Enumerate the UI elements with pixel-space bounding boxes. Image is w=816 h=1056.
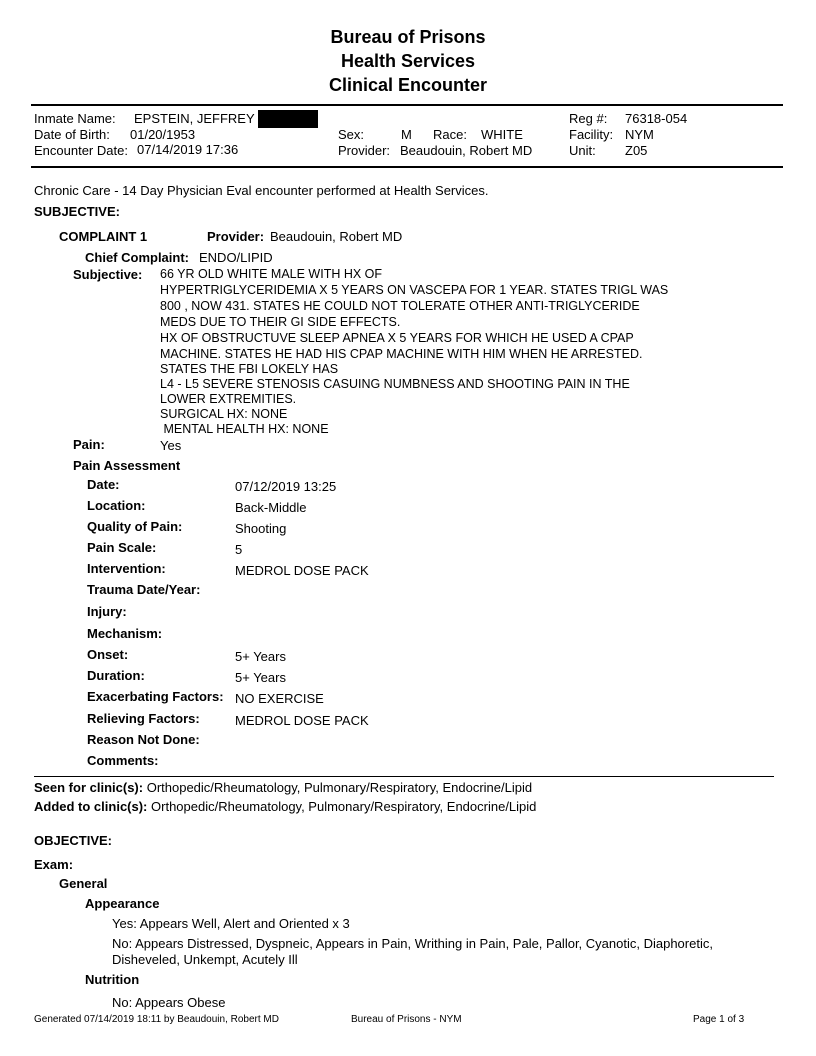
facility-value: NYM [625, 127, 654, 142]
pain-assessment-label: Exacerbating Factors: [87, 689, 224, 704]
seen-for-clinics [34, 780, 532, 795]
pain-assessment-label: Duration: [87, 668, 145, 683]
appearance-label: Appearance [85, 896, 160, 911]
unit-value: Z05 [625, 143, 648, 158]
subjective-line: STATES THE FBI LOKELY HAS [160, 362, 339, 376]
pain-assessment-label: Location: [87, 498, 146, 513]
complaint-label: COMPLAINT 1 [59, 229, 148, 244]
seen-for-clinics-label: Seen for clinic(s): [34, 780, 144, 795]
unit-label: Unit: [569, 143, 596, 158]
race-label: Race: [433, 127, 467, 142]
pain-assessment-value: 5+ Years [235, 670, 286, 685]
nutrition-no: No: Appears Obese [112, 995, 226, 1010]
pain-assessment-value: MEDROL DOSE PACK [235, 563, 369, 578]
facility-label: Facility: [569, 127, 614, 142]
complaint-provider: Beaudouin, Robert MD [270, 229, 403, 244]
pain-assessment-value: 07/12/2019 13:25 [235, 479, 337, 494]
added-to-clinics [34, 799, 536, 814]
subjective-heading: SUBJECTIVE: [34, 204, 120, 219]
pain-assessment-label: Quality of Pain: [87, 519, 183, 534]
appearance-no-line-2: Disheveled, Unkempt, Acutely Ill [112, 952, 298, 967]
dob-label: Date of Birth: [34, 127, 110, 142]
nutrition-label: Nutrition [85, 972, 140, 987]
subjective-line: SURGICAL HX: NONE [160, 407, 288, 421]
subjective-line: LOWER EXTREMITIES. [160, 392, 297, 406]
provider-value: Beaudouin, Robert MD [400, 143, 533, 158]
objective-heading: OBJECTIVE: [34, 833, 113, 848]
added-to-clinics-value: Orthopedic/Rheumatology, Pulmonary/Respiratory, Endocrine/Lipid [151, 799, 537, 814]
subjective-line: HYPERTRIGLYCERIDEMIA X 5 YEARS ON VASCEPA FOR 1 YEAR. STATES TRIGL WAS [160, 283, 669, 297]
subjective-line: HX OF OBSTRUCTUVE SLEEP APNEA X 5 YEARS FOR WHICH HE USED A CPAP [160, 331, 634, 345]
sex-label: Sex: [338, 127, 365, 142]
encounter-date-label: Encounter Date: [34, 143, 128, 158]
seen-for-clinics-value: Orthopedic/Rheumatology, Pulmonary/Respiratory, Endocrine/Lipid [146, 780, 533, 795]
pain-assessment-heading: Pain Assessment [73, 458, 181, 473]
added-to-clinics-label: Added to clinic(s): [34, 799, 148, 814]
pain-assessment-value: MEDROL DOSE PACK [235, 713, 369, 728]
encounter-date-value: 07/14/2019 17:36 [137, 142, 239, 157]
subjective-line: 66 YR OLD WHITE MALE WITH HX OF [160, 267, 383, 281]
provider-label: Provider: [338, 143, 391, 158]
pain-label: Pain: [73, 437, 105, 452]
footer-center: Bureau of Prisons - NYM [351, 1014, 462, 1025]
appearance-yes: Yes: Appears Well, Alert and Oriented x 3 [112, 916, 350, 931]
pain-assessment-label: Injury: [87, 604, 127, 619]
document-title-line-2: Health Services [340, 51, 476, 71]
reg-label: Reg #: [569, 111, 608, 126]
pain-assessment-value: NO EXERCISE [235, 691, 324, 706]
pain-assessment-label: Trauma Date/Year: [87, 582, 201, 597]
pain-assessment-value: Shooting [235, 521, 287, 536]
pain-assessment-label: Date: [87, 477, 120, 492]
pain-assessment-label: Comments: [87, 753, 159, 768]
pain-assessment-value: Back-Middle [235, 500, 307, 515]
complaint-provider-label: Provider: [207, 229, 265, 244]
dob-value: 01/20/1953 [130, 127, 196, 142]
inmate-name-label: Inmate Name: [34, 111, 116, 126]
header-top-rule [31, 104, 783, 106]
encounter-summary: Chronic Care - 14 Day Physician Eval encounter performed at Health Services. [34, 183, 489, 198]
reg-value: 76318-054 [625, 111, 688, 126]
chief-complaint-label: Chief Complaint: [85, 250, 189, 265]
subjective-line: MEDS DUE TO THEIR GI SIDE EFFECTS. [160, 315, 401, 329]
sex-value: M [401, 127, 412, 142]
pain-assessment-label: Pain Scale: [87, 540, 157, 555]
race-value: WHITE [481, 127, 523, 142]
appearance-no-line-1: No: Appears Distressed, Dyspneic, Appears in Pain, Writhing in Pain, Pale, Pallor, Cyanotic, Diaphoretic, [112, 936, 713, 951]
pain-assessment-label: Mechanism: [87, 626, 163, 641]
footer-generated: Generated 07/14/2019 18:11 by Beaudouin, Robert MD [34, 1014, 279, 1025]
chief-complaint: ENDO/LIPID [199, 250, 273, 265]
subjective-line: MACHINE. STATES HE HAD HIS CPAP MACHINE WITH HIM WHEN HE ARRESTED. [160, 347, 643, 361]
exam-label: Exam: [34, 857, 74, 872]
pain-assessment-value: 5+ Years [235, 649, 286, 664]
subjective-label: Subjective: [73, 267, 143, 282]
subjective-line: 800 , NOW 431. STATES HE COULD NOT TOLERATE OTHER ANTI-TRIGLYCERIDE [160, 299, 640, 313]
header-bottom-rule [31, 166, 783, 168]
pain-value: Yes [160, 438, 182, 453]
pain-assessment-label: Intervention: [87, 561, 166, 576]
pain-assessment-label: Relieving Factors: [87, 711, 200, 726]
subjective-line: MENTAL HEALTH HX: NONE [160, 422, 329, 436]
section-divider [34, 776, 774, 777]
pain-assessment-value: 5 [235, 542, 243, 557]
footer-page-number: Page 1 of 3 [693, 1014, 745, 1025]
inmate-name: EPSTEIN, JEFFREY [134, 111, 255, 126]
redaction-box [258, 110, 318, 128]
document-title-line-1: Bureau of Prisons [330, 27, 486, 47]
pain-assessment-label: Reason Not Done: [87, 732, 200, 747]
document-title-line-3: Clinical Encounter [328, 75, 488, 95]
general-label: General [59, 876, 108, 891]
subjective-line: L4 - L5 SEVERE STENOSIS CASUING NUMBNESS AND SHOOTING PAIN IN THE [160, 377, 630, 391]
pain-assessment-label: Onset: [87, 647, 129, 662]
